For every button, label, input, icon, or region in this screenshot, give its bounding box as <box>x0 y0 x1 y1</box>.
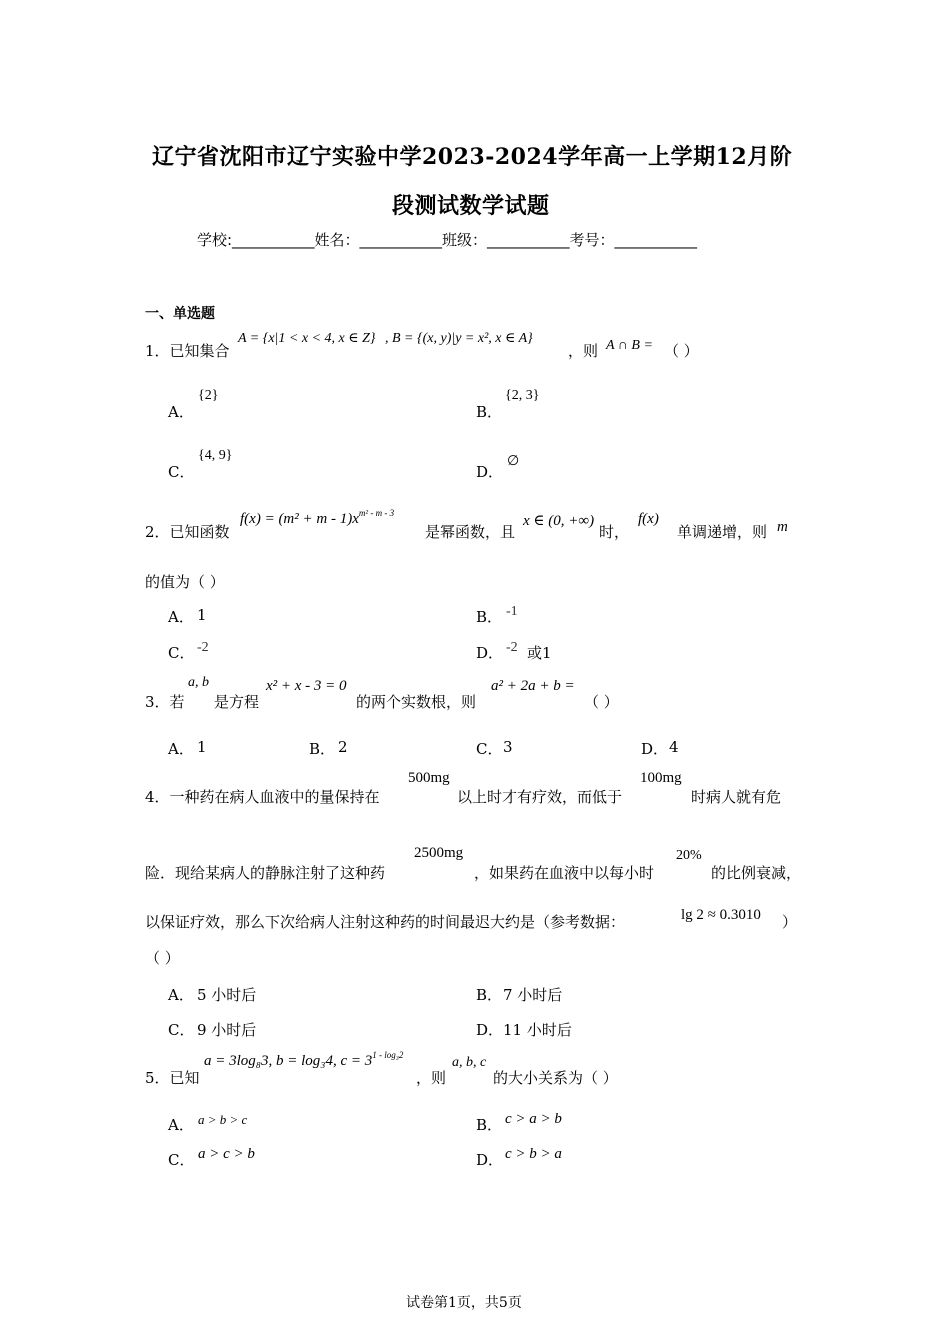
q2-domain: x ∈ (0, +∞) <box>523 513 595 529</box>
q4-line2-mid: ，如果药在血液中以每小时 <box>474 864 655 882</box>
q5-option-a-label[interactable]: A． <box>168 1116 194 1134</box>
page-footer: 试卷第1页，共5页 <box>406 1295 522 1311</box>
q5-c-exponent: 1 - log₃2 <box>372 1050 404 1060</box>
q2-stem-pre: 2．已知函数 <box>145 523 230 541</box>
page-title-line-1: 辽宁省沈阳市辽宁实验中学2023-2024学年高一上学期12月阶 <box>152 144 793 170</box>
q1-option-d-label[interactable]: D． <box>476 463 504 481</box>
q4-reference-data: lg 2 ≈ 0.3010 <box>681 907 761 923</box>
q2-option-d-value: -2 <box>506 640 518 655</box>
q4-dose-100: 100mg <box>640 770 682 786</box>
page-title-line-2: 段测试数学试题 <box>392 193 550 219</box>
q5-option-b-value: c > a > b <box>505 1111 562 1127</box>
q3-option-c-label[interactable]: C． <box>476 740 503 758</box>
q3-equation: x² + x - 3 = 0 <box>266 678 347 694</box>
q1-paren: （ ） <box>664 342 699 360</box>
q1-set-b: , B = {(x, y)|y = x², x ∈ A} <box>385 331 533 346</box>
q2-option-c-value: -2 <box>197 640 209 655</box>
q2-stem-mid1: 是幂函数，且 <box>425 523 516 541</box>
q5-option-c-label[interactable]: C． <box>168 1151 195 1169</box>
section-heading: 一、单选题 <box>145 306 215 322</box>
q1-set-a: A = {x|1 < x < 4, x ∈ Z} <box>238 331 376 346</box>
q4-option-b-value: 7 小时后 <box>503 986 563 1004</box>
q2-option-b-value: -1 <box>506 604 518 619</box>
student-info-line: 学校:___________姓名：___________班级：___________考号：___________ <box>197 231 698 249</box>
q2-function-ref: f(x) <box>638 511 659 527</box>
q3-option-d-label[interactable]: D． <box>641 740 669 758</box>
q3-option-b-label[interactable]: B． <box>309 740 336 758</box>
q5-option-a-value: a > b > c <box>198 1112 248 1127</box>
q5-stem-mid: ，则 <box>416 1069 447 1087</box>
q1-stem-pre: 1．已知集合 <box>145 342 230 360</box>
q2-variable-m: m <box>777 519 788 535</box>
q3-roots: a, b <box>188 675 209 690</box>
q5-definitions <box>204 1050 404 1070</box>
q2-stem-mid2: 时， <box>599 523 630 541</box>
q4-option-d-value: 11 小时后 <box>503 1021 572 1039</box>
q4-dose-500: 500mg <box>408 770 450 786</box>
q5-option-c-value: a > c > b <box>198 1146 255 1162</box>
q5-stem-pre: 5．已知 <box>145 1069 200 1087</box>
q3-stem-mid2: 的两个实数根，则 <box>356 693 477 711</box>
q1-option-b-value: {2, 3} <box>505 388 540 403</box>
q5-definitions-main: a = 3log₈3, b = log₃4, c = 3 <box>204 1053 373 1069</box>
q1-option-a-value: {2} <box>198 388 219 403</box>
q2-option-b-label[interactable]: B． <box>476 608 503 626</box>
q3-paren: （ ） <box>584 693 619 711</box>
q4-stem-mid2: 时病人就有危 <box>691 788 782 806</box>
q4-line3-post: ） <box>782 913 798 931</box>
q4-option-a-value: 5 小时后 <box>197 986 257 1004</box>
q4-line2-pre: 险．现给某病人的静脉注射了这种药 <box>145 864 386 882</box>
q4-option-c-label[interactable]: C． <box>168 1021 195 1039</box>
q5-option-d-label[interactable]: D． <box>476 1151 504 1169</box>
q1-option-a-label[interactable]: A． <box>168 403 194 421</box>
q2-function-exponent: m² - m - 3 <box>358 508 395 518</box>
q3-stem-mid1: 是方程 <box>214 693 260 711</box>
q4-line2-post: 的比例衰减， <box>711 864 802 882</box>
q1-option-c-label[interactable]: C． <box>168 463 195 481</box>
q4-stem-pre: 4．一种药在病人血液中的量保持在 <box>145 788 380 806</box>
q4-option-d-label[interactable]: D． <box>476 1021 504 1039</box>
q5-option-b-label[interactable]: B． <box>476 1116 503 1134</box>
q1-stem-mid: ，则 <box>568 342 599 360</box>
question-1-stem <box>145 340 230 361</box>
q1-option-c-value: {4, 9} <box>198 448 233 463</box>
q4-stem-mid1: 以上时才有疗效，而低于 <box>457 788 623 806</box>
q2-function <box>240 508 395 528</box>
q2-option-d-label[interactable]: D． <box>476 644 504 662</box>
q4-paren: （ ） <box>145 949 180 967</box>
q3-option-a-value: 1 <box>197 738 207 756</box>
q2-option-a-value: 1 <box>197 606 207 624</box>
q3-option-d-value: 4 <box>669 738 679 756</box>
q4-option-b-label[interactable]: B． <box>476 986 503 1004</box>
q2-option-a-label[interactable]: A． <box>168 608 194 626</box>
q4-option-a-label[interactable]: A． <box>168 986 194 1004</box>
q1-option-d-value: ∅ <box>507 454 520 469</box>
q2-stem-mid3: 单调递增，则 <box>677 523 768 541</box>
q2-function-base: f(x) = (m² + m - 1)x <box>240 511 359 527</box>
q5-variables: a, b, c <box>452 1055 487 1070</box>
q4-dose-2500: 2500mg <box>414 845 464 861</box>
q4-line3-pre: 以保证疗效，那么下次给病人注射这种药的时间最迟大约是（参考数据： <box>145 913 626 931</box>
q1-intersection: A ∩ B = <box>606 338 653 353</box>
q5-option-d-value: c > b > a <box>505 1146 562 1162</box>
q1-option-b-label[interactable]: B． <box>476 403 503 421</box>
q2-option-c-label[interactable]: C． <box>168 644 195 662</box>
q3-option-c-value: 3 <box>503 738 513 756</box>
q4-option-c-value: 9 小时后 <box>197 1021 257 1039</box>
q5-stem-post: 的大小关系为（ ） <box>493 1069 618 1087</box>
q2-option-d-suffix: 或1 <box>527 644 552 662</box>
q4-rate: 20% <box>676 848 702 863</box>
q3-stem-pre: 3．若 <box>145 693 185 711</box>
q3-option-b-value: 2 <box>338 738 348 756</box>
q3-option-a-label[interactable]: A． <box>168 740 194 758</box>
q3-expression: a² + 2a + b = <box>491 678 575 694</box>
q2-stem-line2: 的值为（ ） <box>145 573 225 591</box>
